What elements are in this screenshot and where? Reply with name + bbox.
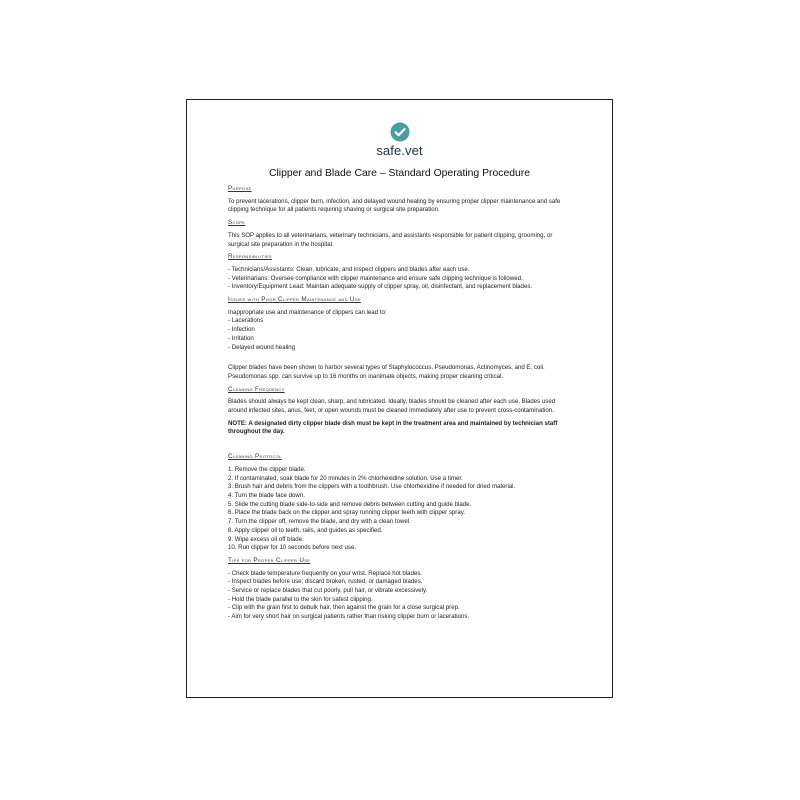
list-item: 2. If contaminated, soak blade for 20 minutes in 2% chlorhexidine solution. Use a timer.: [228, 474, 463, 482]
list-item: 3. Brush hair and debris from the clippers with a toothbrush. Use chlorhexidine if needed for dried material.: [228, 483, 516, 491]
list-item: - Infection: [228, 326, 255, 334]
issues-list: [228, 317, 574, 352]
list-item: - Aim for very short hair on surgical patients rather than risking clipper burn or lacerations.: [228, 613, 470, 621]
section-heading-purpose: Purpose: [228, 185, 252, 192]
section-heading-responsibilities: Responsibilities: [228, 253, 272, 261]
list-item: 10. Run clipper for 10 seconds before next use.: [228, 544, 357, 552]
list-item: - Inventory/Equipment Lead: Maintain adequate supply of clipper spray, oil, disinfectant, and replacement blades.: [228, 283, 533, 291]
logo: [187, 122, 612, 158]
issues-intro: Inappropriate use and maintenance of clippers can lead to:: [228, 308, 387, 316]
list-item: - Check blade temperature frequently on your wrist. Replace hot blades.: [228, 569, 423, 577]
list-item: - Hold the blade parallel to the skin for safest clipping.: [228, 595, 373, 603]
list-item: 5. Slide the cutting blade side-to-side and remove debris between cutting and guide blade.: [228, 500, 472, 508]
list-item: - Irritation: [228, 334, 254, 342]
list-item: - Veterinarians: Oversee compliance with clipper maintenance and ensure safe clipping technique is followed.: [228, 274, 523, 282]
list-item: - Technicians/Assistants: Clean, lubricate, and inspect clippers and blades after each use.: [228, 265, 470, 273]
issues-paragraph: Clipper blades have been shown to harbor several types of Staphylococcus, Pseudomonas, Actinomyces, and E. coli. Pseudomonas spp. can survive up to 16 months on inanimate objects, making proper cleaning critical.: [228, 364, 545, 380]
brand-name: safe.vet: [376, 143, 423, 158]
responsibilities-list: [228, 266, 574, 292]
section-heading-frequency: Cleaning Frequency: [228, 385, 285, 393]
list-item: - Lacerations: [228, 317, 264, 325]
list-item: - Inspect blades before use; discard broken, rusted, or damaged blades.: [228, 578, 423, 586]
document-body: [228, 185, 574, 626]
page-title: Clipper and Blade Care – Standard Operating Procedure: [268, 168, 531, 179]
check-circle-icon: [390, 122, 410, 142]
tips-list: [228, 570, 574, 622]
list-item: 6. Place the blade back on the clipper and spray running clipper teeth with clipper spray.: [228, 509, 466, 517]
frequency-note: NOTE: A designated dirty clipper blade dish must be kept in the treatment area and maintained by technician staff throughout the day.: [228, 419, 558, 436]
document-page: [186, 99, 613, 698]
list-item: 1. Remove the clipper blade.: [228, 465, 306, 473]
frequency-text: Blades should always be kept clean, sharp, and lubricated. Ideally, blades should be cleaned after each use. Blades used around infected sites, anus, feet, or open wounds must be cleaned immediately after use to prevent cross-contamination.: [228, 398, 556, 415]
section-heading-protocol: Cleaning Protocol: [228, 453, 282, 461]
list-item: - Service or replace blades that cut poorly, pull hair, or vibrate excessively.: [228, 587, 428, 595]
section-heading-issues: Issues with Poor Clipper Maintenance and Use: [228, 296, 361, 304]
list-item: - Clip with the grain first to debulk hair, then against the grain for a close surgical prep.: [228, 604, 460, 612]
list-item: 8. Apply clipper oil to teeth, rails, and guides as specified.: [228, 526, 383, 534]
section-heading-scope: Scope: [228, 219, 246, 227]
protocol-steps: [228, 466, 574, 553]
list-item: - Delayed wound healing: [228, 343, 296, 351]
list-item: 9. Wipe excess oil off blade.: [228, 535, 304, 543]
purpose-text: To prevent lacerations, clipper burn, infection, and delayed wound healing by ensuring proper clipper maintenance and safe clipping technique for all patients requiring shaving or surgical site preparation.: [228, 197, 561, 214]
list-item: 7. Turn the clipper off, remove the blade, and dry with a clean towel.: [228, 518, 411, 526]
scope-text: This SOP applies to all veterinarians, veterinary technicians, and assistants responsible for patient clipping, grooming, or surgical site preparation in the hospital.: [228, 231, 553, 248]
section-heading-tips: Tips for Proper Clipper Use: [228, 556, 311, 564]
list-item: 4. Turn the blade face down.: [228, 491, 305, 499]
